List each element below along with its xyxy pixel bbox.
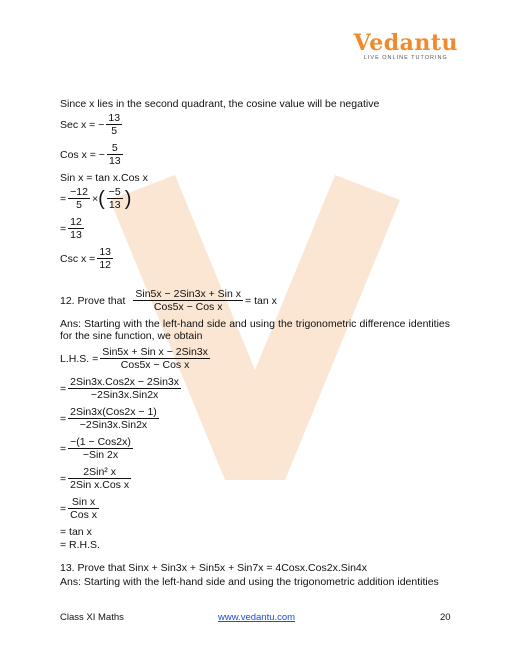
step4-den: −Sin 2x	[68, 448, 133, 461]
step3-num: 2Sin3x(Cos2x − 1)	[70, 406, 157, 418]
cos-fraction	[107, 142, 123, 167]
step4-eq: =	[60, 442, 67, 455]
step3-eq: =	[60, 412, 67, 425]
step2-num: 2Sin3x.Cos2x − 2Sin3x	[70, 376, 179, 388]
csc-fraction	[97, 246, 113, 271]
step6-num: Sin x	[71, 496, 96, 508]
step6-den: Cos x	[70, 509, 97, 521]
sin-result-line	[60, 216, 86, 241]
step5-num: 2Sin² x	[83, 466, 116, 478]
logo-tagline: LIVE ONLINE TUTORING	[363, 55, 448, 61]
sec-fraction	[106, 112, 122, 137]
sin-result-den: 13	[70, 229, 82, 241]
logo-wordmark: Vedantu	[353, 30, 458, 56]
vedantu-logo	[354, 32, 458, 61]
sin-calc-num1: −12	[70, 186, 88, 198]
step6-eq: =	[60, 502, 67, 515]
sin-result-fraction	[68, 216, 84, 241]
question-12	[60, 288, 277, 313]
step2-den: −2Sin3x.Sin2x	[68, 388, 181, 401]
sec-num: 13	[108, 112, 121, 124]
sin-calc-eq: =	[60, 192, 67, 205]
step4	[60, 436, 135, 461]
sin-calc-num2: −5	[108, 186, 121, 198]
q12-num: Sin5x − 2Sin3x + Sin x	[135, 288, 242, 300]
step2-fraction	[68, 376, 181, 401]
left-paren: (	[98, 187, 105, 210]
sin-calc-line	[60, 186, 131, 211]
step1-fraction	[100, 346, 210, 371]
sec-den: 5	[106, 124, 122, 137]
cos-lhs: Cos x = −	[60, 148, 105, 161]
sin-definition: Sin x = tan x.Cos x	[60, 172, 148, 184]
sec-lhs: Sec x = −	[60, 118, 105, 131]
cos-line	[60, 142, 125, 167]
step8: = R.H.S.	[60, 539, 100, 551]
step4-fraction	[68, 436, 133, 461]
intro-line: Since x lies in the second quadrant, the cosine value will be negative	[60, 98, 380, 110]
sec-line	[60, 112, 124, 137]
step2	[60, 376, 183, 401]
step1-num: Sin5x + Sin x − 2Sin3x	[102, 346, 208, 358]
q12-rhs: = tan x	[245, 294, 277, 307]
footer-page-number: 20	[440, 612, 451, 623]
step6	[60, 496, 101, 521]
answer-13-intro: Ans: Starting with the left-hand side and using the trigonometric addition identities	[60, 576, 439, 588]
step6-fraction	[68, 496, 99, 521]
sin-calc-frac1	[68, 186, 90, 211]
times-sign: ×	[91, 192, 99, 205]
question-13: 13. Prove that Sinx + Sin3x + Sin5x + Sin7x = 4Cosx.Cos2x.Sin4x	[60, 562, 368, 574]
step5-den: 2Sin x.Cos x	[70, 479, 130, 491]
q12-den: Cos5x − Cos x	[133, 300, 243, 313]
q12-prefix: 12. Prove that	[60, 294, 126, 307]
footer-class: Class XI Maths	[60, 612, 124, 623]
step3-den: −2Sin3x.Sin2x	[68, 418, 159, 431]
sin-result-num: 12	[70, 216, 82, 228]
csc-num: 13	[99, 246, 111, 258]
step1-den: Cos5x − Cos x	[100, 358, 210, 371]
step5-eq: =	[60, 472, 67, 485]
step2-eq: =	[60, 382, 67, 395]
cos-num: 5	[111, 142, 118, 154]
lhs-step1	[60, 346, 212, 371]
step3-fraction	[68, 406, 159, 431]
cos-den: 13	[108, 155, 121, 167]
sin-calc-den2: 13	[107, 198, 123, 211]
csc-den: 12	[99, 259, 111, 271]
lhs-label: L.H.S. =	[60, 352, 99, 365]
sin-result-eq: =	[60, 222, 67, 235]
step4-num: −(1 − Cos2x)	[70, 436, 131, 448]
right-paren: )	[124, 187, 132, 210]
footer-website-link[interactable]: www.vedantu.com	[218, 612, 296, 623]
sin-calc-den1: 5	[68, 198, 90, 211]
q12-fraction	[133, 288, 243, 313]
step7: = tan x	[60, 526, 92, 538]
sin-calc-frac2	[107, 186, 123, 211]
csc-line	[60, 246, 115, 271]
answer-12-intro: Ans: Starting with the left-hand side and using the trigonometric difference identities for the sine function, we obtain	[60, 318, 450, 342]
csc-lhs: Csc x =	[60, 252, 96, 265]
step5-fraction	[68, 466, 131, 491]
step5	[60, 466, 133, 491]
step3	[60, 406, 161, 431]
